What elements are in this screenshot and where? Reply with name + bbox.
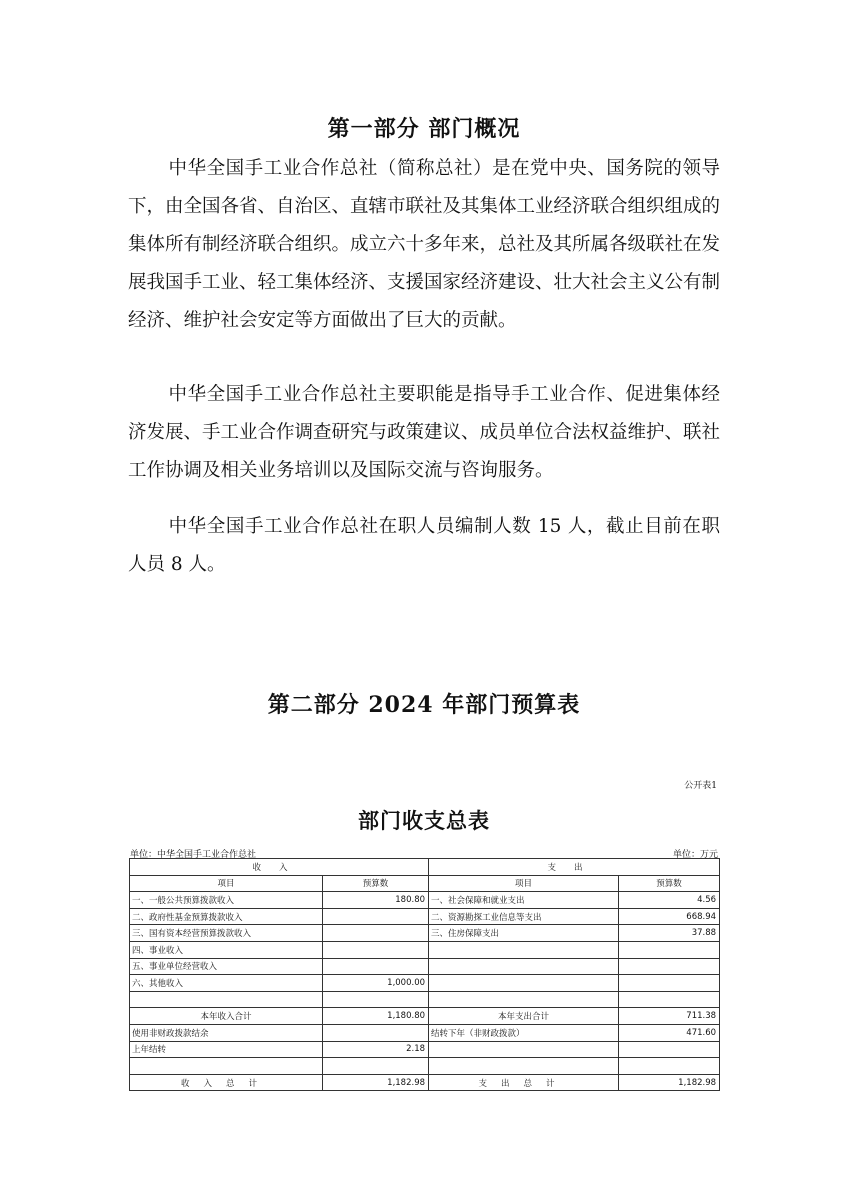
table-row (130, 991, 720, 1008)
table-row: 一、一般公共预算拨款收入 180.80 一、社会保障和就业支出 4.56 (130, 892, 720, 909)
expense-grand-total-label: 支出总计 (429, 1074, 619, 1091)
expense-item-col: 项目 (429, 875, 619, 892)
table-row: 五、事业单位经营收入 (130, 958, 720, 975)
table-row: 上年结转 2.18 (130, 1041, 720, 1058)
income-grand-total-label: 收入总计 (130, 1074, 323, 1091)
unit-money: 单位：万元 (672, 850, 718, 860)
income-year-total-amount: 1,180.80 (323, 1008, 429, 1025)
unit-org: 单位：中华全国手工业合作总社 (130, 850, 257, 860)
table-row (130, 1058, 720, 1075)
expense-header: 支出 (429, 859, 720, 876)
table-title: 部门收支总表 (358, 808, 490, 833)
part1-title: 第一部分 部门概况 (327, 116, 521, 142)
table-header-row (130, 859, 720, 876)
income-item-col: 项目 (130, 875, 323, 892)
year-total-row (130, 1008, 720, 1025)
income-amount-col: 预算数 (323, 875, 429, 892)
expense-year-total-label: 本年支出合计 (429, 1008, 619, 1025)
part1-paragraph-3: 中华全国手工业合作总社在职人员编制人数 15 人，截止目前在职人员 8 人。 (128, 516, 720, 575)
grand-total-row (130, 1074, 720, 1091)
part1-paragraph-2: 中华全国手工业合作总社主要职能是指导手工业合作、促进集体经济发展、手工业合作调查研究与政策建议、成员单位合法权益维护、联社工作协调及相关业务培训以及国际交流与咨询服务。 (128, 384, 721, 481)
budget-summary-table (129, 858, 720, 1091)
expense-grand-total-amount: 1,182.98 (619, 1074, 720, 1091)
income-grand-total-amount: 1,182.98 (323, 1074, 429, 1091)
table-row: 四、事业收入 (130, 941, 720, 958)
part2-title: 第二部分 2024 年部门预算表 (267, 692, 581, 718)
table-row: 使用非财政拨款结余 结转下年（非财政拨款） 471.60 (130, 1024, 720, 1041)
income-year-total-label: 本年收入合计 (130, 1008, 323, 1025)
table-note: 公开表1 (684, 781, 717, 791)
income-header: 收入 (130, 859, 429, 876)
table-subheader-row (130, 875, 720, 892)
part1-paragraph-1: 中华全国手工业合作总社（简称总社）是在党中央、国务院的领导下，由全国各省、自治区、直辖市联社及其集体工业经济联合组织组成的集体所有制经济联合组织。成立六十多年来，总社及其所属各级联社在发展我国手工业、轻工集体经济、支援国家经济建设、壮大社会主义公有制经济、维护社会安定等方面做出了巨大的贡献。 (128, 158, 721, 331)
expense-amount-col: 预算数 (619, 875, 720, 892)
expense-year-total-amount: 711.38 (619, 1008, 720, 1025)
table-row: 六、其他收入 1,000.00 (130, 975, 720, 992)
table-row: 三、国有资本经营预算拨款收入 三、住房保障支出 37.88 (130, 925, 720, 942)
table-row: 二、政府性基金预算拨款收入 二、资源勘探工业信息等支出 668.94 (130, 908, 720, 925)
